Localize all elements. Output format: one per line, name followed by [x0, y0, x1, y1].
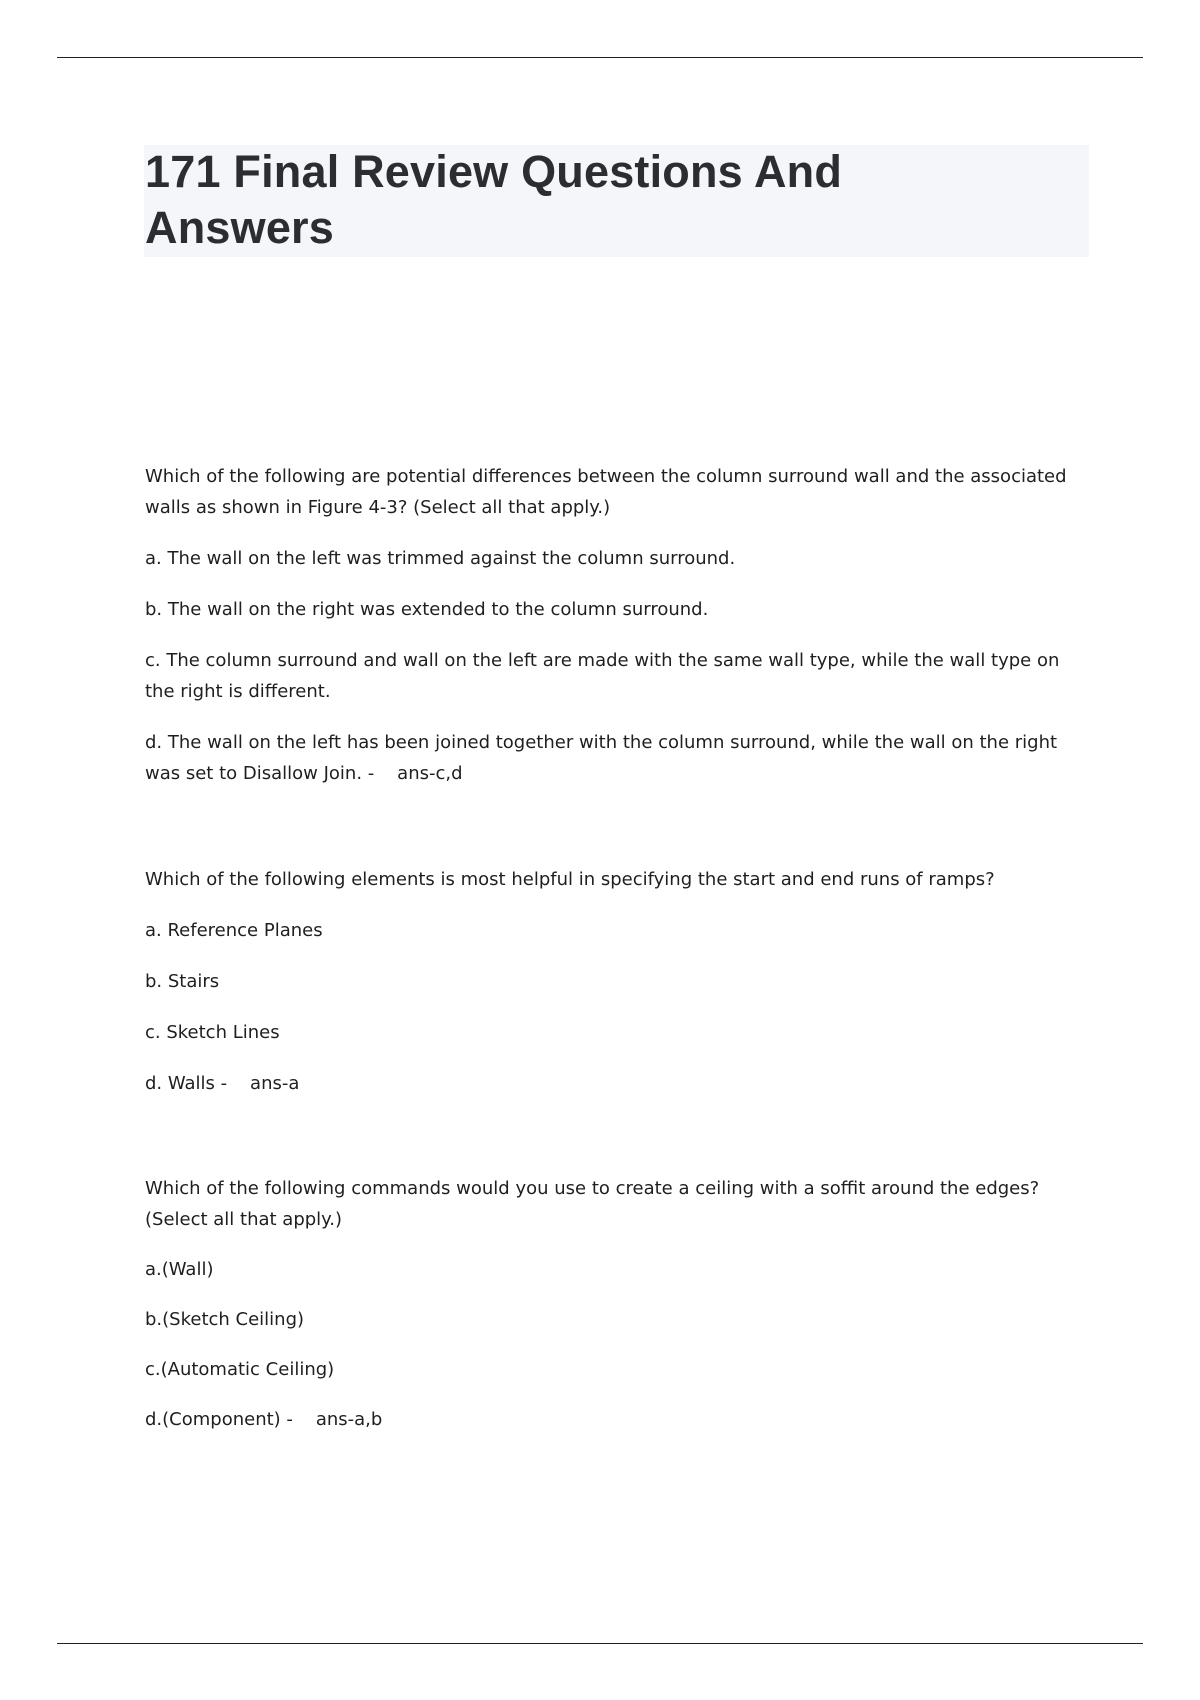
option-d: d. Walls: [145, 1073, 215, 1094]
answer-separator: -: [280, 1409, 293, 1430]
answer-separator: -: [362, 763, 375, 784]
answer-key: ans-c,d: [397, 763, 463, 784]
option-a: a. The wall on the left was trimmed against the column surround.: [145, 548, 736, 569]
answer-key: ans-a,b: [315, 1409, 383, 1430]
option-b: b. Stairs: [145, 971, 220, 992]
answer-key: ans-a: [250, 1073, 300, 1094]
option-c: c. The column surround and wall on the left are made with the same wall type, while the wall type on the right is different.: [145, 650, 1060, 702]
question-block-1: [145, 461, 1085, 789]
footer-rule: [57, 1643, 1143, 1644]
question-text: Which of the following are potential differences between the column surround wall and the associated walls as shown in Figure 4-3? (Select all that apply.): [145, 466, 1067, 518]
document-title: 171 Final Review Questions And Answers: [145, 146, 843, 253]
option-c: c. Sketch Lines: [145, 1022, 280, 1043]
option-d-with-answer: [145, 1404, 1085, 1435]
option-d-with-answer: [145, 727, 1085, 789]
option-d: d.(Component): [145, 1409, 281, 1430]
question-block-2: [145, 864, 1085, 1099]
option-d: d. The wall on the left has been joined together with the column surround, while the wall on the right was set to Disallow Join.: [145, 732, 1058, 784]
option-b: b.(Sketch Ceiling): [145, 1309, 305, 1330]
question-block-3: [145, 1173, 1085, 1435]
header-rule: [57, 57, 1143, 58]
option-b: b. The wall on the right was extended to the column surround.: [145, 599, 709, 620]
option-c: c.(Automatic Ceiling): [145, 1359, 335, 1380]
option-a: a.(Wall): [145, 1259, 214, 1280]
answer-separator: -: [214, 1073, 228, 1094]
question-text: Which of the following commands would you use to create a ceiling with a soffit around the edges? (Select all that apply.): [145, 1178, 1040, 1230]
option-a: a. Reference Planes: [145, 920, 323, 941]
question-text: Which of the following elements is most helpful in specifying the start and end runs of ramps?: [145, 869, 995, 890]
option-d-with-answer: [145, 1068, 1085, 1099]
